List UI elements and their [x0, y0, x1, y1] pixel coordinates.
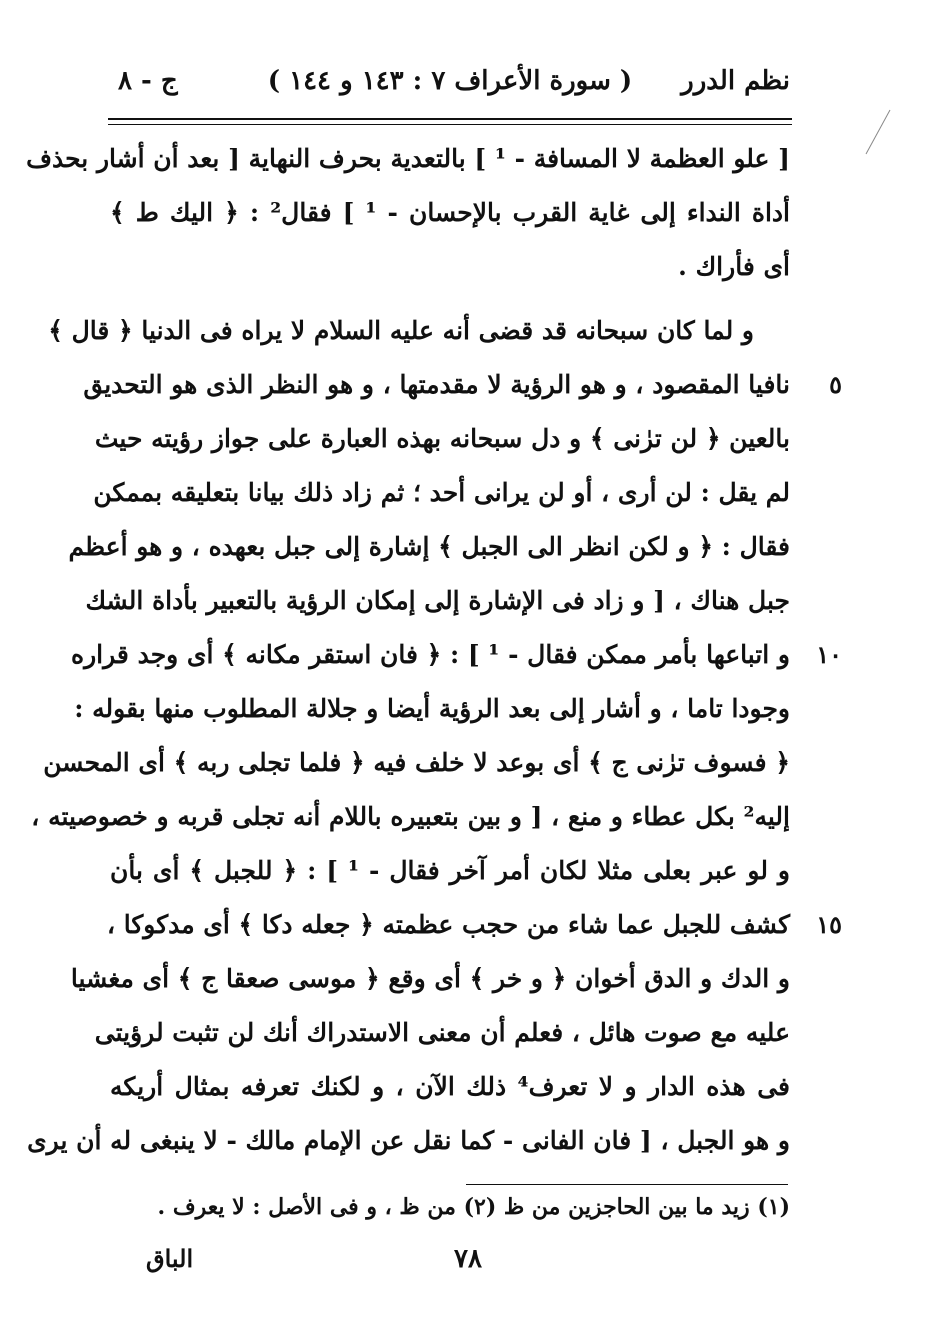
text-line	[27, 1114, 790, 1168]
text-line	[110, 186, 790, 240]
line-text: إليه² بكل عطاء و منع ، [ و بين بتعبيره باللام أنه تجلى قربه و خصوصيته ،	[31, 802, 790, 831]
line-text: [ علو العظمة لا المسافة - ¹ ] بالتعدية بحرف النهاية [ بعد أن أشار بحذف	[26, 144, 790, 173]
line-text: و الدك و الدق أخوان ﴿ و خر ﴾ أى وقع ﴿ موسى صعقا ج ﴾ أى مغشيا	[70, 964, 790, 993]
text-line	[93, 466, 790, 520]
line-text: أداة النداء إلى غاية القرب بالإحسان - ¹ ] فقال² : ﴿ اليك ط ﴾	[110, 198, 790, 227]
surah-reference: ( سورة الأعراف ٧ : ١٤٣ و ١٤٤ )	[267, 66, 633, 96]
line-text: كشف للجبل عما شاء من حجب عظمته ﴿ جعله دكا ﴾ أى مدكوكا ،	[106, 910, 790, 939]
line-text: فقال : ﴿ و لكن انظر الى الجبل ﴾ إشارة إلى جبل بعهده ، و هو أعظم	[68, 532, 790, 561]
text-line	[26, 132, 790, 186]
line-text: وجودا تاما ، و أشار إلى بعد الرؤية أيضا و جلالة المطلوب منها بقوله :	[74, 694, 790, 723]
footnote-rule	[466, 1184, 788, 1185]
book-title: نظم الدرر	[681, 66, 790, 96]
text-line	[110, 1060, 790, 1114]
header-rule-thin	[108, 124, 792, 125]
text-line	[68, 520, 790, 574]
text-line	[71, 628, 842, 682]
text-line	[31, 790, 790, 844]
text-line	[70, 952, 790, 1006]
line-text: و لو عبر بعلى مثلا لكان أمر آخر فقال - ¹ ] : ﴿ للجبل ﴾ أى بأن	[110, 856, 791, 885]
line-text: و هو الجبل ، [ فان الفانى - كما نقل عن الإمام مالك - لا ينبغى له أن يرى	[27, 1126, 790, 1155]
line-text: نافيا المقصود ، و هو الرؤية لا مقدمتها ، و هو النظر الذى هو التحديق	[83, 370, 790, 399]
text-line	[43, 736, 790, 790]
text-body	[26, 132, 842, 1168]
catchword: الباق	[146, 1244, 194, 1273]
text-line	[94, 412, 790, 466]
line-text: ﴿ فسوف ترٰنى ج ﴾ أى بوعد لا خلف فيه ﴿ فلما تجلى ربه ﴾ أى المحسن	[43, 748, 790, 777]
text-line	[110, 240, 790, 294]
part-number: ج - ٨	[118, 66, 178, 96]
line-text: و اتباعها بأمر ممكن فقال - ¹ ] : ﴿ فان استقر مكانه ﴾ أى وجد قراره	[71, 640, 790, 669]
footnote: (١) زيد ما بين الحاجزين من ظ (٢) من ظ ، و فى الأصل : لا يعرف .	[157, 1194, 790, 1220]
header-rule	[108, 118, 792, 120]
line-text: جبل هناك ، [ و زاد فى الإشارة إلى إمكان الرؤية بالتعبير بأداة الشك	[85, 586, 790, 615]
line-number: ٥	[829, 370, 842, 399]
margin-pen-mark	[862, 108, 892, 158]
text-line	[48, 304, 790, 358]
text-line	[94, 1006, 790, 1060]
page-number: ٧٨	[454, 1244, 482, 1274]
line-number: ١٥	[816, 910, 842, 939]
line-number: ١٠	[816, 640, 842, 669]
text-line	[83, 358, 842, 412]
text-line	[85, 574, 790, 628]
line-text: لم يقل : لن أرى ، أو لن يرانى أحد ؛ ثم زاد ذلك بيانا بتعليقه بممكن	[93, 478, 790, 507]
text-line	[74, 682, 790, 736]
text-line	[110, 844, 790, 898]
line-text: بالعين ﴿ لن ترٰنى ﴾ و دل سبحانه بهذه العبارة على جواز رؤيته حيث	[94, 424, 790, 453]
text-line	[106, 898, 842, 952]
running-header	[110, 66, 790, 110]
line-text: فى هذه الدار و لا تعرف⁴ ذلك الآن ، و لكنك تعرفه بمثال أريكه	[110, 1072, 790, 1101]
line-text: أى فأراك .	[678, 252, 790, 281]
line-text: عليه مع صوت هائل ، فعلم أن معنى الاستدراك أنك لن تثبت لرؤيتى	[94, 1018, 790, 1047]
line-text: و لما كان سبحانه قد قضى أنه عليه السلام لا يراه فى الدنيا ﴿ قال ﴾	[48, 316, 754, 345]
